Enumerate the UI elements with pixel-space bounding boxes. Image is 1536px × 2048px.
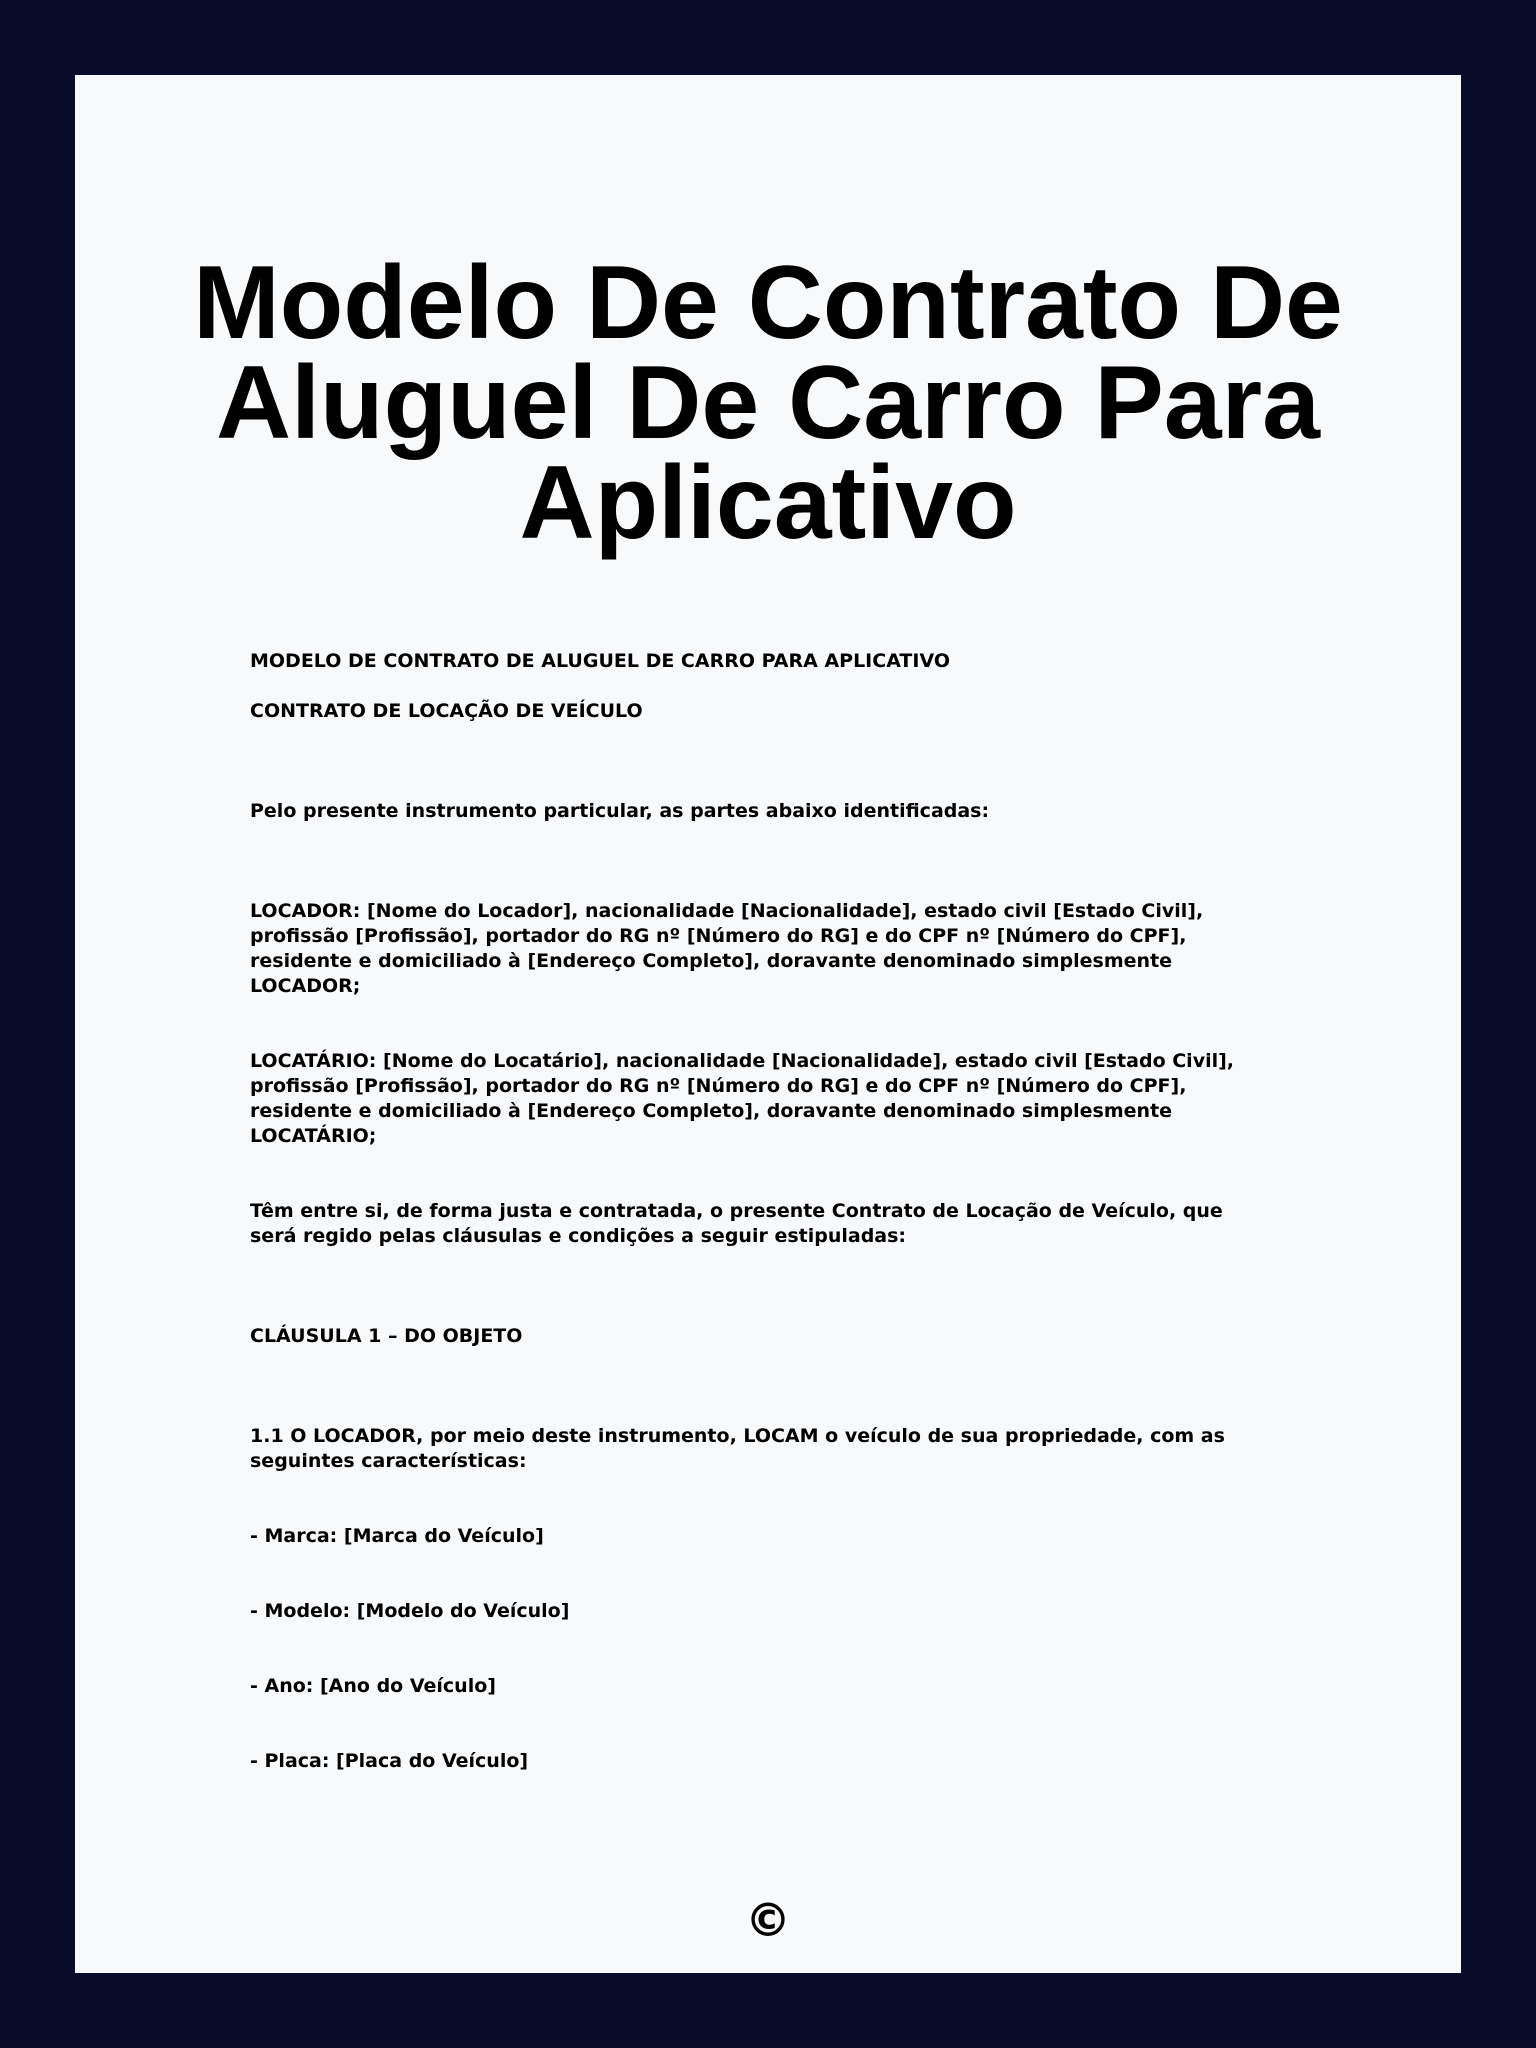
vehicle-item-year: - Ano: [Ano do Veículo] (250, 1675, 496, 1697)
document-subheading: CONTRATO DE LOCAÇÃO DE VEÍCULO (250, 700, 643, 722)
document-heading: MODELO DE CONTRATO DE ALUGUEL DE CARRO PARA APLICATIVO (250, 650, 950, 672)
vehicle-item-model: - Modelo: [Modelo do Veículo] (250, 1600, 570, 1622)
document-title: Modelo De Contrato De Aluguel De Carro Para Aplicativo (193, 245, 1343, 561)
vehicle-item-plate: - Placa: [Placa do Veículo] (250, 1750, 529, 1772)
document-page (75, 75, 1461, 1973)
locador-paragraph: LOCADOR: [Nome do Locador], nacionalidade [Nacionalidade], estado civil [Estado Civil], profissão [Profissão], portador do RG nº [Número do RG] e do CPF nº [Número do CPF], residente e domiciliado à [Endereço Completo], doravante denominado simplesmente LOCADOR; (250, 900, 1204, 997)
clause-1-text: 1.1 O LOCADOR, por meio deste instrumento, LOCAM o veículo de sua propriedade, com as seguintes características: (250, 1425, 1225, 1472)
locatario-paragraph: LOCATÁRIO: [Nome do Locatário], nacionalidade [Nacionalidade], estado civil [Estado Civil], profissão [Profissão], portador do RG nº [Número do RG] e do CPF nº [Número do CPF], residente e domiciliado à [Endereço Completo], doravante denominado simplesmente LOCATÁRIO; (250, 1050, 1235, 1147)
copyright-icon: © (745, 1893, 791, 1947)
agreement-paragraph: Têm entre si, de forma justa e contratada, o presente Contrato de Locação de Veículo, que será regido pelas cláusulas e condições a seguir estipuladas: (250, 1200, 1223, 1247)
intro-paragraph: Pelo presente instrumento particular, as partes abaixo identificadas: (250, 800, 990, 822)
vehicle-item-brand: - Marca: [Marca do Veículo] (250, 1525, 544, 1547)
clause-1-title: CLÁUSULA 1 – DO OBJETO (250, 1325, 523, 1347)
